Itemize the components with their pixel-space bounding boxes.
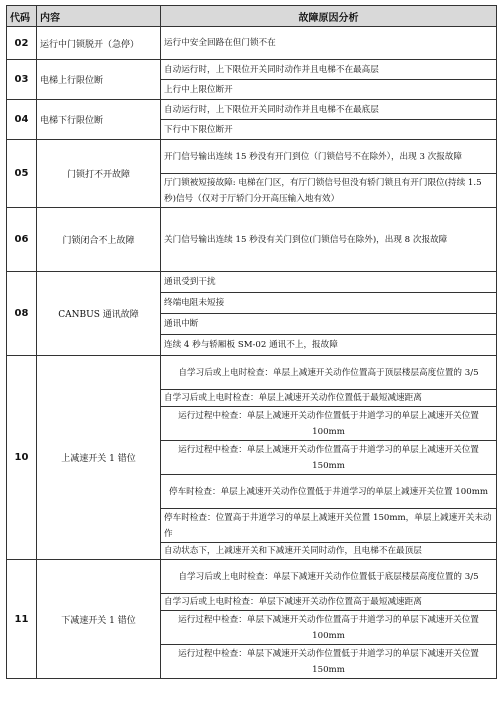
fault-code: 06 (7, 208, 37, 272)
fault-content: 运行中门锁脱开（急停） (37, 27, 161, 60)
fault-content: 上减速开关 1 错位 (37, 356, 161, 560)
header-analysis: 故障原因分析 (161, 6, 497, 27)
table-row (7, 140, 497, 174)
fault-code-sheet (6, 5, 496, 679)
fault-cause: 自动状态下，上减速开关和下减速开关同时动作，且电梯不在最顶层 (161, 543, 497, 560)
fault-code: 04 (7, 100, 37, 140)
fault-cause: 自动运行时，上下限位开关同时动作并且电梯不在最高层 (161, 60, 497, 80)
fault-cause: 运行中安全回路在但门锁不在 (161, 27, 497, 60)
header-code: 代码 (7, 6, 37, 27)
fault-cause: 厅门锁被短接故障: 电梯在门区，有厅门锁信号但没有轿门锁且有开门限位(持续 1.5 秒)信号（仅对于厅轿门分开高压输入地有效） (161, 174, 497, 208)
fault-cause: 运行过程中检查：单层上减速开关动作位置低于井道学习的单层上减速开关位置 100mm (161, 407, 497, 441)
fault-cause: 通讯受到干扰 (161, 272, 497, 293)
fault-code-table (6, 5, 497, 679)
fault-content: 门锁打不开故障 (37, 140, 161, 208)
table-row (7, 356, 497, 390)
fault-cause: 运行过程中检查：单层上减速开关动作位置高于井道学习的单层上减速开关位置 150mm (161, 441, 497, 475)
table-row (7, 100, 497, 120)
fault-code: 02 (7, 27, 37, 60)
fault-cause: 自学习后或上电时检查：单层上减速开关动作位置低于最短减速距离 (161, 390, 497, 407)
fault-cause: 连续 4 秒与轿厢板 SM-02 通讯不上，报故障 (161, 335, 497, 356)
fault-cause: 运行过程中检查：单层下减速开关动作位置高于井道学习的单层下减速开关位置 100mm (161, 611, 497, 645)
fault-content: 电梯下行限位断 (37, 100, 161, 140)
fault-cause: 运行过程中检查：单层下减速开关动作位置低于井道学习的单层下减速开关位置 150mm (161, 645, 497, 679)
table-row (7, 272, 497, 293)
fault-cause: 开门信号输出连续 15 秒没有开门到位（门锁信号不在除外），出现 3 次报故障 (161, 140, 497, 174)
fault-content: 电梯上行限位断 (37, 60, 161, 100)
fault-cause: 通讯中断 (161, 314, 497, 335)
fault-code: 05 (7, 140, 37, 208)
table-row (7, 27, 497, 60)
fault-content: 下减速开关 1 错位 (37, 560, 161, 679)
table-row (7, 60, 497, 80)
fault-content: 门锁闭合不上故障 (37, 208, 161, 272)
fault-cause: 自动运行时，上下限位开关同时动作并且电梯不在最底层 (161, 100, 497, 120)
fault-cause: 关门信号输出连续 15 秒没有关门到位(门锁信号在除外)，出现 8 次报故障 (161, 208, 497, 272)
table-header-row (7, 6, 497, 27)
table-row (7, 208, 497, 272)
fault-code: 08 (7, 272, 37, 356)
fault-code: 10 (7, 356, 37, 560)
table-row (7, 560, 497, 594)
fault-content: CANBUS 通讯故障 (37, 272, 161, 356)
fault-cause: 自学习后或上电时检查：单层下减速开关动作位置低于底层楼层高度位置的 3/5 (161, 560, 497, 594)
fault-cause: 停车时检查：位置高于井道学习的单层上减速开关位置 150mm，单层上减速开关未动作 (161, 509, 497, 543)
fault-cause: 上行中上限位断开 (161, 80, 497, 100)
fault-cause: 下行中下限位断开 (161, 120, 497, 140)
fault-code: 11 (7, 560, 37, 679)
fault-code: 03 (7, 60, 37, 100)
header-content: 内容 (37, 6, 161, 27)
fault-cause: 终端电阻未短接 (161, 293, 497, 314)
fault-cause: 停车时检查：单层上减速开关动作位置低于井道学习的单层上减速开关位置 100mm (161, 475, 497, 509)
fault-cause: 自学习后或上电时检查：单层上减速开关动作位置高于顶层楼层高度位置的 3/5 (161, 356, 497, 390)
fault-cause: 自学习后或上电时检查：单层下减速开关动作位置高于最短减速距离 (161, 594, 497, 611)
